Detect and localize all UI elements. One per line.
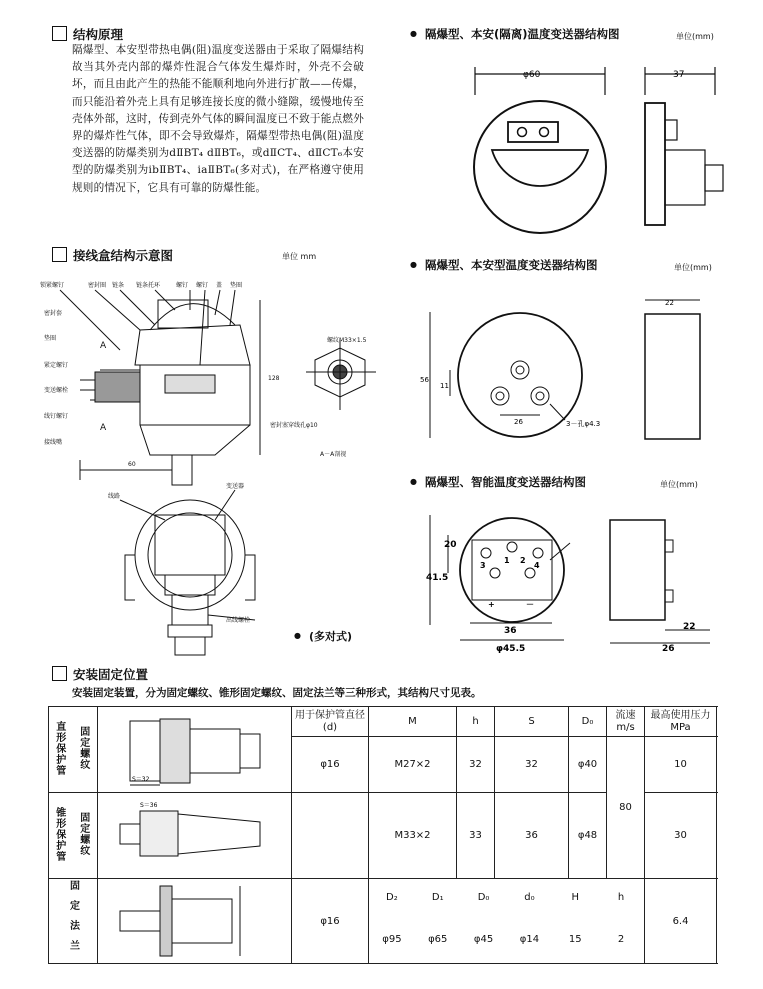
header-diameter: 用于保护管直径(d): [292, 707, 369, 737]
row2-s: 36: [495, 793, 569, 879]
diagram-b-unit: 单位(mm): [674, 263, 712, 272]
fig-label-cover: 盖: [216, 282, 223, 289]
fig-seal-label: 密封塞穿线孔φ10: [270, 422, 318, 429]
row3-d: φ16: [292, 879, 369, 964]
row1-s: 32: [495, 737, 569, 793]
fig-label-outlet-bolt: 出线螺栓: [226, 617, 251, 624]
table-header-row: [49, 707, 717, 737]
diagram-c-title: ● 隔爆型、智能温度变送器结构图: [410, 474, 586, 490]
flange-v-h: 2: [617, 933, 625, 945]
fig-label-line: 线路: [108, 493, 121, 500]
header-d0: D₀: [569, 707, 607, 737]
fig-label-transmitter: 变送器: [226, 483, 245, 490]
diagram-a-figure: [400, 55, 740, 240]
flange-v-d2: φ95: [382, 933, 402, 945]
fig-label-chain: 链条: [112, 282, 125, 289]
row2-d0: φ48: [569, 793, 607, 879]
row2-outer-label: 锥形保护管: [53, 806, 65, 862]
row1-fig-s: S＝32: [132, 776, 150, 783]
row1-pressure: 10: [645, 737, 717, 793]
flange-subtable: [369, 879, 644, 963]
fig-label-washer-left: 垫圈: [44, 335, 57, 342]
structure-paragraph: 隔爆型、本安型带热电偶(阻)温度变送器由于采取了隔爆结构故当其外壳内部的爆炸性混合气体发生爆炸时，外壳不会破坏，而且由此产生的热能不能顺利地向外进行扩散——传爆，而只能沿着外壳上具有足够连接长度的微小缝隙，缓慢地传至壳体外部，这时，传到壳外气体的瞬间温度已不致于能点燃外界的爆炸性气体，即不会导致爆炸，隔爆型带热电偶(阻)温度变送器的防爆类别为dⅡBT₄ dⅡBT₆，或dⅡCT₄、dⅡCT₆本安型的防爆类别为ibⅡBT₄、iaⅡBT₆(多对式)，在严格遵守使用规则的情况下，它具有可靠的防爆性能。: [72, 44, 364, 194]
row3-figure-cell: [98, 879, 292, 964]
row1-figure-cell: [98, 707, 292, 793]
fig-thread-label: 螺纹M33×1.5: [327, 337, 367, 344]
diagram-c-figure: [400, 505, 740, 660]
header-flow: 流速 m/s: [607, 707, 645, 737]
diagram-a-unit: 单位(mm): [676, 32, 714, 41]
row1-inner-label: 固定螺纹: [77, 726, 89, 770]
header-h: h: [457, 707, 495, 737]
diagram-b-holes: 3－孔φ4.3: [566, 420, 601, 428]
shared-flow: 80: [607, 737, 645, 879]
row2-m: M33×2: [369, 793, 457, 879]
flange-h-d2: D₂: [386, 891, 398, 903]
section-junction-title: 接线盒结构示意图: [52, 246, 173, 264]
header-pressure: 最高使用压力MPa: [645, 707, 717, 737]
diagram-c-terminal-4: 4: [534, 561, 540, 570]
row2-figure: [100, 796, 290, 876]
diagram-a-title: ● 隔爆型、本安(隔离)温度变送器结构图: [410, 26, 620, 42]
junction-unit: 单位 mm: [282, 252, 317, 261]
section-structure-title: 结构原理: [52, 25, 123, 43]
row2-d: [292, 793, 369, 879]
row1-m: M27×2: [369, 737, 457, 793]
header-s: S: [495, 707, 569, 737]
fig-label-seal-ring: 密封圈: [88, 282, 107, 289]
install-spec-table: [48, 706, 717, 964]
flange-h-h: h: [617, 891, 625, 903]
diagram-b-dim-22: 22: [665, 299, 674, 307]
fig-label-screw2: 螺钉: [196, 282, 209, 289]
fig-dim-60: 60: [128, 461, 136, 468]
row1-h: 32: [457, 737, 495, 793]
fig-label-chain-ring: 链条托环: [136, 282, 161, 289]
flange-h-H: H: [571, 891, 579, 903]
diagram-c-terminal-3: 3: [480, 561, 486, 570]
fig-label-nozzle: 接线嘴: [44, 439, 63, 446]
diagram-c-dim-415: 41.5: [426, 573, 449, 583]
row3-figure: [100, 881, 290, 961]
diagram-b-figure: [400, 290, 740, 450]
fig-label-set-screw: 紧定螺钉: [44, 362, 69, 369]
row1-figure: [100, 709, 290, 789]
diagram-b-title: ● 隔爆型、本安型温度变送器结构图: [410, 257, 597, 273]
row1-d: φ16: [292, 737, 369, 793]
section-install-title: 安装固定位置: [52, 665, 148, 683]
header-m: M: [369, 707, 457, 737]
row2-h: 33: [457, 793, 495, 879]
diagram-c-terminal-1: 1: [504, 556, 510, 565]
fig-label-wire-screw: 线钉螺钉: [44, 413, 69, 420]
flange-v-dsmall: φ14: [519, 933, 540, 945]
diagram-c-dim-455: φ45.5: [496, 644, 526, 654]
row1-d0: φ40: [569, 737, 607, 793]
diagram-c-dim-26: 26: [662, 644, 675, 654]
flange-v-d0: φ45: [473, 933, 494, 945]
row2-figure-cell: [98, 793, 292, 879]
diagram-a-dim-37: 37: [673, 70, 685, 80]
table-row: [49, 879, 717, 964]
row2-fig-s: S＝36: [140, 802, 158, 809]
diagram-c-terminal-2: 2: [520, 556, 526, 565]
diagram-b-dim-56: 56: [420, 376, 429, 384]
diagram-c-dim-20: 20: [444, 540, 457, 550]
fig-label-screw1: 螺钉: [176, 282, 189, 289]
multi-pair-label: ● (多对式): [294, 628, 352, 644]
diagram-c-dim-36: 36: [504, 626, 517, 636]
flange-v-d1: φ65: [428, 933, 448, 945]
diagram-b-dim-26: 26: [514, 418, 523, 426]
flange-h-dsmall: d₀: [524, 891, 535, 903]
fig-section-view: A－A剖视: [320, 451, 347, 458]
fig-section-mark-bottom: A: [100, 423, 107, 433]
diagram-b-dim-11: 11: [440, 382, 449, 390]
fig-label-lock-screw: 锁紧螺钉: [40, 282, 65, 289]
row1-outer-label: 直形保护管: [53, 720, 65, 776]
checkbox-icon: [52, 666, 67, 681]
row2-pressure: 30: [645, 793, 717, 879]
row3-label: 固定法兰: [67, 879, 79, 960]
flange-h-d1: D₁: [431, 891, 444, 903]
fig-label-bolt: 变送螺栓: [44, 387, 69, 394]
junction-box-figure: [40, 270, 380, 670]
diagram-c-unit: 单位(mm): [660, 480, 698, 489]
fig-dim-128: 128: [268, 375, 280, 382]
checkbox-icon: [52, 26, 67, 41]
diagram-c-dim-22: 22: [683, 622, 696, 632]
flange-v-H: 15: [568, 933, 582, 945]
diagram-a-dim-60: φ60: [523, 70, 541, 80]
install-subtitle: 安装固定装置，分为固定螺纹、锥形固定螺纹、固定法兰等三种形式，其结构尺寸见表。: [72, 687, 482, 699]
row2-inner-label: 固定螺纹: [77, 812, 89, 856]
checkbox-icon: [52, 247, 67, 262]
fig-label-seal-sleeve: 密封套: [44, 310, 63, 317]
row3-pressure: 6.4: [645, 879, 717, 964]
flange-h-d0: D₀: [477, 891, 490, 903]
fig-section-mark-top: A: [100, 341, 107, 351]
diagram-c-plus: +: [488, 600, 495, 609]
fig-label-washer: 垫圈: [230, 282, 243, 289]
diagram-c-minus: －: [526, 600, 534, 609]
